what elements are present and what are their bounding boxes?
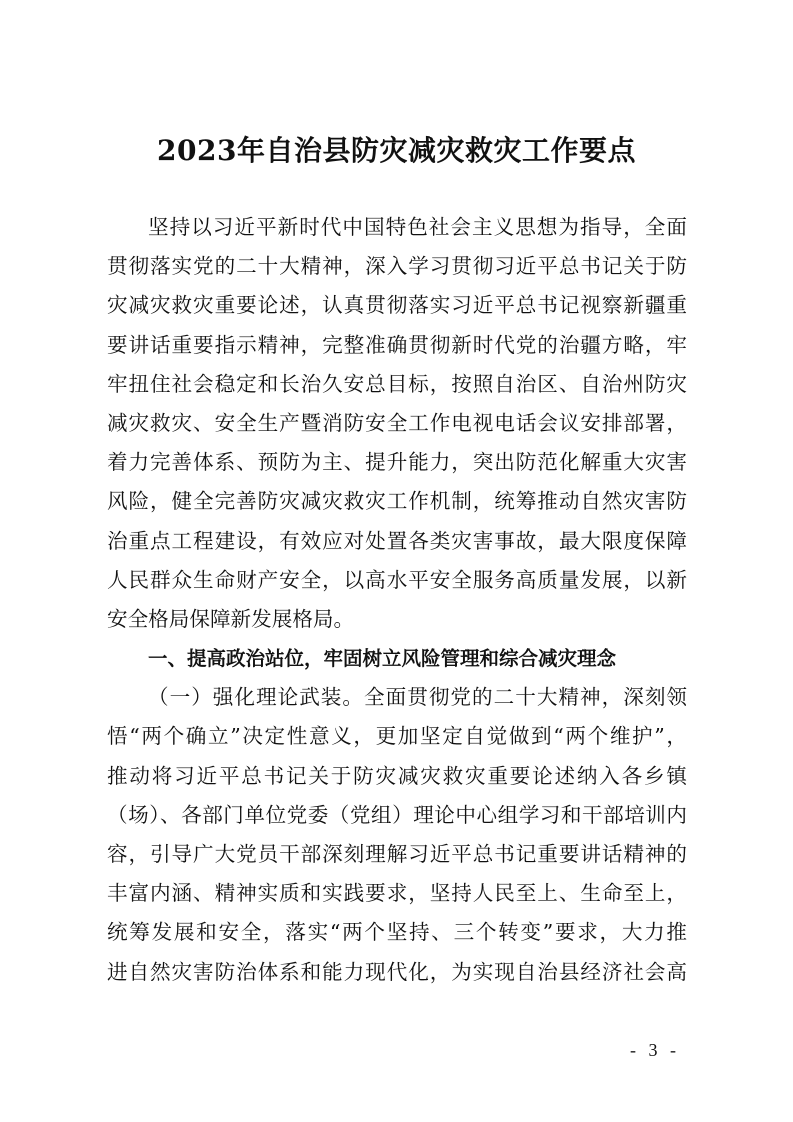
body-line: 着力完善体系、预防为主、提升能力，突出防范化解重大灾害 bbox=[107, 450, 687, 475]
document-body bbox=[107, 208, 687, 992]
document-title: 2023年自治县防灾减灾救灾工作要点 bbox=[157, 134, 636, 167]
body-line: 风险，健全完善防灾减灾救灾工作机制，统筹推动自然灾害防 bbox=[107, 489, 687, 514]
body-line: 要讲话重要指示精神，完整准确贯彻新时代党的治疆方略，牢 bbox=[107, 332, 687, 357]
body-line: 减灾救灾、安全生产暨消防安全工作电视电话会议安排部署， bbox=[107, 410, 687, 435]
body-line: （场）、各部门单位党委（党组）理论中心组学习和干部培训内 bbox=[107, 802, 687, 827]
body-line: 安全格局保障新发展格局。 bbox=[107, 606, 355, 631]
subsection-first-line bbox=[107, 678, 687, 717]
body-line: 进自然灾害防治体系和能力现代化，为实现自治县经济社会高 bbox=[107, 959, 687, 984]
body-line: 治重点工程建设，有效应对处置各类灾害事故，最大限度保障 bbox=[107, 528, 687, 553]
section-heading: 一、提高政治站位，牢固树立风险管理和综合减灾理念 bbox=[148, 647, 617, 671]
page-number: - 3 - bbox=[630, 1040, 680, 1060]
body-line: 人民群众生命财产安全，以高水平安全服务高质量发展，以新 bbox=[107, 567, 687, 592]
body-line: 统筹发展和安全，落实“两个坚持、三个转变”要求，大力推 bbox=[107, 920, 687, 945]
body-line: 牢扭住社会稳定和长治久安总目标，按照自治区、自治州防灾 bbox=[107, 371, 687, 396]
subsection-label: （一）强化理论武装。 bbox=[148, 685, 365, 710]
body-line: 灾减灾救灾重要论述，认真贯彻落实习近平总书记视察新疆重 bbox=[107, 293, 687, 318]
body-line: 贯彻落实党的二十大精神，深入学习贯彻习近平总书记关于防 bbox=[107, 254, 687, 279]
subsection-first-line-text: 全面贯彻党的二十大精神，深刻领 bbox=[364, 685, 687, 710]
body-line: 悟“两个确立”决定性意义，更加坚定自觉做到“两个维护”， bbox=[107, 724, 687, 749]
body-line: 容，引导广大党员干部深刻理解习近平总书记重要讲话精神的 bbox=[107, 842, 687, 866]
body-line: 丰富内涵、精神实质和实践要求，坚持人民至上、生命至上， bbox=[107, 881, 687, 906]
body-line: 推动将习近平总书记关于防灾减灾救灾重要论述纳入各乡镇 bbox=[107, 763, 687, 788]
body-line: 坚持以习近平新时代中国特色社会主义思想为指导，全面 bbox=[148, 215, 687, 239]
